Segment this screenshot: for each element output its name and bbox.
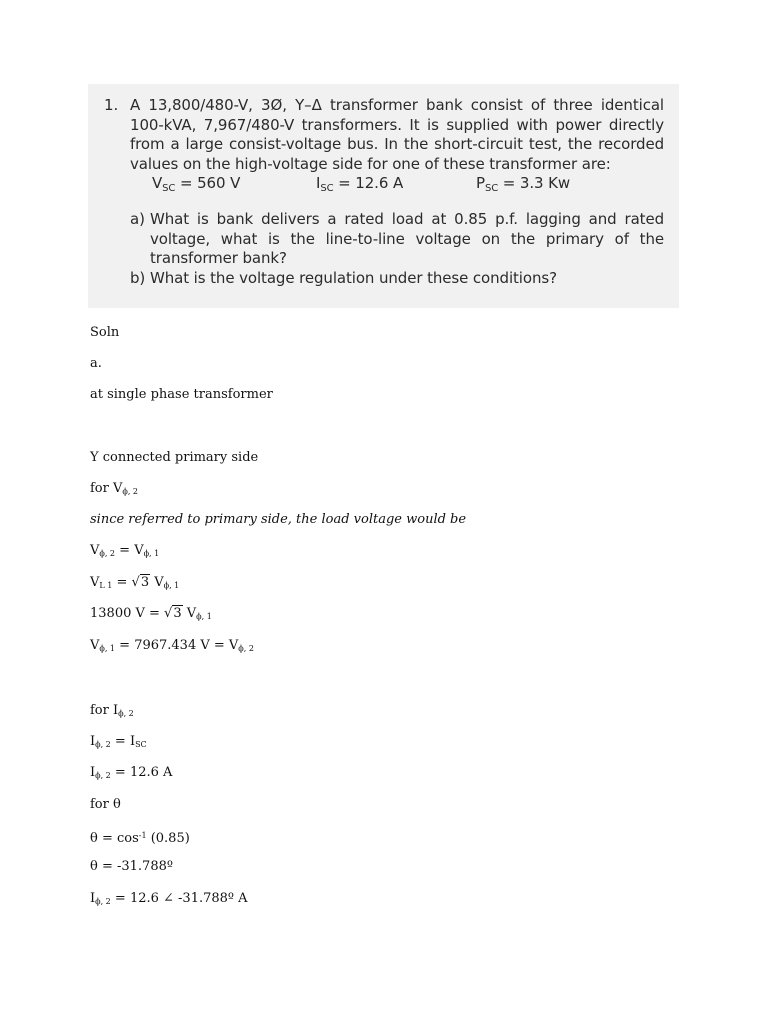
part-b-question — [104, 269, 664, 289]
y-connected-text: Y connected primary side — [90, 450, 259, 465]
part-a-line: transformer bank? — [150, 249, 287, 267]
part-b-text — [150, 269, 664, 289]
part-b-line: What is the voltage regulation under these conditions? — [150, 268, 557, 287]
problem-statement-image — [88, 84, 679, 308]
test-values — [152, 174, 664, 194]
part-a-question — [104, 210, 664, 269]
part-b-letter: b) — [130, 268, 146, 287]
equation-iphi2-value: $I_{\phi, 2} = 12.6$ A — [90, 765, 173, 780]
problem-number: 1. — [104, 96, 119, 114]
part-a-line: voltage, what is the line-to-line voltage on the primary of the — [150, 229, 664, 248]
problem-line: values on the high-voltage side for one of these transformer are: — [130, 154, 611, 173]
for-i-phi2: for $I_{\phi, 2}$ — [90, 703, 134, 718]
equation-13800: 13800 V = √3 $V_{\phi, 1}$ — [90, 606, 212, 621]
isc-value: $I_{SC} = 12.6$ A — [316, 174, 404, 194]
equation-theta-value: θ = -31.788º — [90, 859, 173, 874]
equation-vphi2-eq-vphi1: $V_{\phi, 2} = V_{\phi, 1}$ — [90, 543, 160, 558]
equation-theta-cos: $\theta = \cos^{-1} (0.85)$ — [90, 831, 190, 846]
part-a-text — [150, 210, 664, 269]
part-a-label: a. — [90, 356, 102, 371]
problem-line: 100-kVA, 7,967/480-V transformers. It is supplied with power directly — [130, 115, 664, 134]
part-a-line: What is bank delivers a rated load at 0.85 p.f. lagging and rated — [150, 210, 664, 228]
for-v-phi2: for $V_{\phi, 2}$ — [90, 481, 139, 496]
equation-iphi2-eq-isc: $I_{\phi, 2} = I_{SC}$ — [90, 734, 147, 749]
sqrt-symbol: √3 — [131, 575, 150, 590]
psc-value: $P_{SC} = 3.3$ Kw — [476, 174, 571, 194]
vsc-value: $V_{SC} = 560$ V — [152, 174, 241, 194]
equation-iphi2-phasor: $I_{\phi, 2} = 12.6$ ∠ -31.788º A — [90, 891, 248, 906]
problem-statement — [104, 96, 664, 288]
problem-line: from a large consist-voltage bus. In the short-circuit test, the recorded — [130, 135, 664, 153]
referred-note: since referred to primary side, the load voltage would be — [90, 512, 467, 527]
for-theta: for θ — [90, 797, 121, 812]
equation-vl1: $V_{L 1} = √3$ $V_{\phi, 1}$ — [90, 575, 180, 590]
problem-paragraph — [130, 96, 664, 174]
soln-heading: Soln — [90, 325, 120, 340]
sqrt-symbol: √3 — [164, 606, 182, 621]
equation-vphi1-result: $V_{\phi, 1} = 7967.434$ $V = V_{\phi, 2}$ — [90, 638, 254, 653]
part-a-letter: a) — [130, 210, 145, 228]
single-phase-text: at single phase transformer — [90, 387, 273, 402]
problem-line: A 13,800/480-V, 3Ø, Y–Δ transformer bank consist of three identical — [130, 96, 664, 114]
